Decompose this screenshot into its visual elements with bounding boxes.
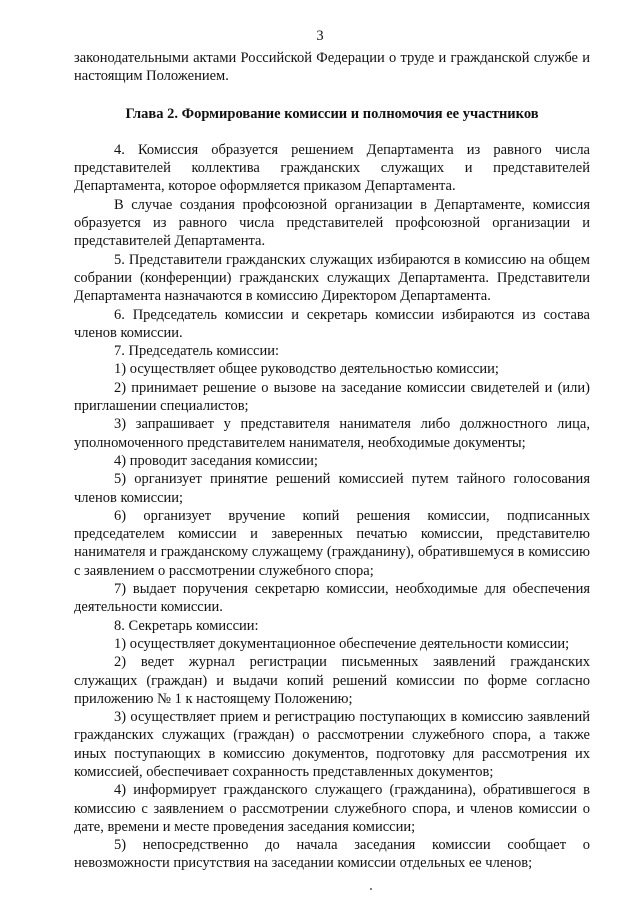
list-item-8-3: 3) осуществляет прием и регистрацию поступающих в комиссию заявлений гражданских служащих (граждан) о рассмотрении служебного спора, а также иных поступающих в комиссию документов, подготовку для рассмотрения их комиссией, обеспечивает сохранность представленных документов;: [74, 709, 590, 780]
page-number: 3: [316, 28, 324, 44]
list-item-7-3: 3) запрашивает у представителя нанимателя либо должностного лица, уполномоченного представителем нанимателя, необходимые документы;: [74, 416, 590, 451]
list-item-7-4: 4) проводит заседания комиссии;: [114, 452, 318, 469]
document-body: [74, 49, 590, 873]
paragraph-8: 8. Секретарь комиссии:: [114, 617, 259, 634]
list-item-7-5: 5) организует принятие решений комиссией путем тайного голосования членов комиссии;: [74, 471, 590, 506]
list-item-7-7: 7) выдает поручения секретарю комиссии, необходимые для обеспечения деятельности комиссии.: [74, 581, 590, 616]
list-item-7-6: 6) организует вручение копий решения комиссии, подписанных председателем комиссии и заверенных печатью комиссии, представителю нанимателя и гражданскому служащему (гражданину), обратившемуся в комиссию с заявлением о рассмотрении служебного спора;: [74, 507, 590, 579]
list-item-7-2: 2) принимает решение о вызове на заседание комиссии свидетелей и (или) приглашении специалистов;: [74, 379, 590, 415]
paragraph-4-union: В случае создания профсоюзной организации в Департаменте, комиссия образуется из равного числа представителей профсоюзной организации и представителей Департамента.: [74, 196, 590, 250]
list-item-7-1: 1) осуществляет общее руководство деятельностью комиссии;: [114, 361, 499, 378]
list-item-8-4: 4) информирует гражданского служащего (гражданина), обратившегося в комиссию с заявлением о рассмотрении служебного спора, и членов комиссии о дате, времени и месте проведения заседания комиссии;: [74, 782, 590, 835]
paragraph-5: 5. Представители гражданских служащих избираются в комиссию на общем собрании (конференции) гражданских служащих Департамента. Представители Департамента назначаются в комиссию Директором Департамента.: [74, 251, 590, 305]
list-item-8-5: 5) непосредственно до начала заседания комиссии сообщает о невозможности присутствия на заседании комиссии отдельных ее членов;: [74, 837, 590, 872]
list-item-8-1: 1) осуществляет документационное обеспечение деятельности комиссии;: [114, 635, 570, 652]
list-item-8-2: 2) ведет журнал регистрации письменных заявлений гражданских служащих (граждан) и выдачи копий решений комиссии по форме согласно приложению № 1 к настоящему Положению;: [74, 654, 590, 707]
intro-paragraph: законодательными актами Российской Федерации о труде и гражданской службе и настоящим Положением.: [74, 50, 590, 85]
scan-dot: [370, 888, 372, 890]
chapter-title: Глава 2. Формирование комиссии и полномочия ее участников: [125, 105, 539, 122]
paragraph-7: 7. Председатель комиссии:: [114, 343, 280, 360]
paragraph-6: 6. Председатель комиссии и секретарь комиссии избираются из состава членов комиссии.: [74, 306, 590, 341]
paragraph-4: 4. Комиссия образуется решением Департамента из равного числа представителей коллектива гражданских служащих и представителей Департамента, которое оформляется приказом Департамента.: [74, 141, 590, 195]
